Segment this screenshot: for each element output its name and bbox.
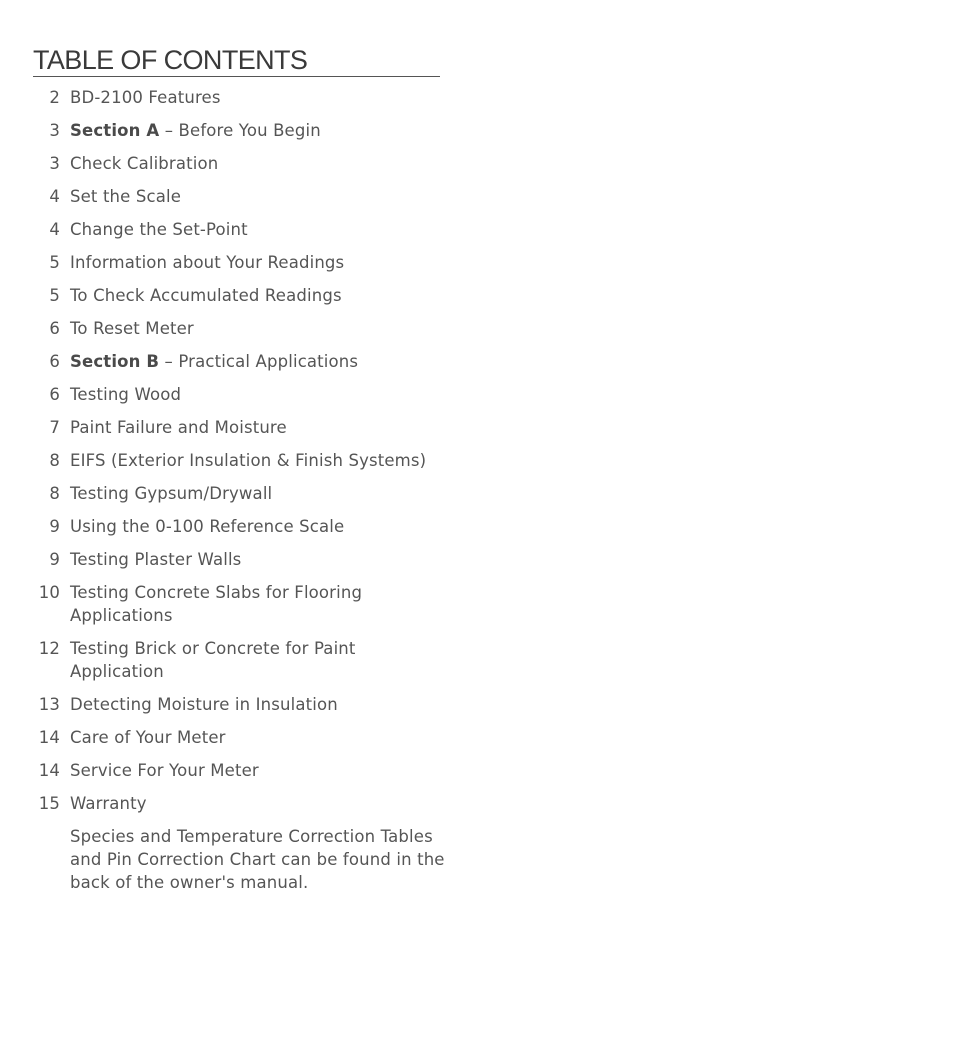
toc-page-number: 2 xyxy=(49,88,60,107)
toc-entry-text: Testing Concrete Slabs for Flooring Applications xyxy=(70,583,363,625)
toc-page-number: 8 xyxy=(49,451,60,470)
toc-entry-text: BD-2100 Features xyxy=(70,88,221,107)
toc-entry xyxy=(33,86,443,109)
toc-page-number: 5 xyxy=(49,253,60,272)
toc-entry-text: Change the Set-Point xyxy=(70,220,248,239)
toc-entry xyxy=(33,383,443,406)
toc-entry-text: Information about Your Readings xyxy=(70,253,345,272)
toc-title: TABLE OF CONTENTS xyxy=(33,44,440,77)
toc-entry-text: Testing Gypsum/Drywall xyxy=(70,484,273,503)
toc-entry xyxy=(33,350,443,373)
table-of-contents xyxy=(33,44,443,894)
toc-entry xyxy=(33,759,443,782)
toc-page-number: 8 xyxy=(49,484,60,503)
toc-entry-text: EIFS (Exterior Insulation & Finish Systems) xyxy=(70,451,427,470)
toc-entry-text xyxy=(70,350,443,373)
toc-entry-text: Check Calibration xyxy=(70,154,219,173)
section-description: – Before You Begin xyxy=(159,121,321,140)
toc-page-number: 6 xyxy=(49,385,60,404)
toc-entry xyxy=(33,548,443,571)
toc-page-number: 13 xyxy=(38,695,60,714)
toc-page-number: 10 xyxy=(38,583,60,602)
toc-entry-text: Testing Plaster Walls xyxy=(70,550,242,569)
toc-entry-text: Testing Brick or Concrete for Paint Application xyxy=(70,639,356,681)
toc-page-number: 14 xyxy=(38,761,60,780)
toc-page-number: 6 xyxy=(49,319,60,338)
toc-entry-text: Care of Your Meter xyxy=(70,728,226,747)
toc-entry xyxy=(33,792,443,815)
toc-page-number: 6 xyxy=(49,352,60,371)
toc-entry-text: Warranty xyxy=(70,794,147,813)
toc-entry xyxy=(33,726,443,749)
toc-page-number: 4 xyxy=(49,187,60,206)
section-label: Section A xyxy=(70,121,160,140)
toc-entry xyxy=(33,152,443,175)
toc-page-number: 12 xyxy=(38,639,60,658)
toc-page-number: 9 xyxy=(49,550,60,569)
toc-entry xyxy=(33,284,443,307)
section-label: Section B xyxy=(70,352,160,371)
toc-page-number: 4 xyxy=(49,220,60,239)
toc-page-number: 5 xyxy=(49,286,60,305)
toc-page-number: 15 xyxy=(38,794,60,813)
toc-page-number: 3 xyxy=(49,154,60,173)
toc-entry-text: Using the 0-100 Reference Scale xyxy=(70,517,345,536)
toc-page-number: 7 xyxy=(49,418,60,437)
toc-entry xyxy=(33,185,443,208)
section-description: – Practical Applications xyxy=(159,352,359,371)
toc-entry xyxy=(33,515,443,538)
toc-note: Species and Temperature Correction Tables and Pin Correction Chart can be found in the back of the owner's manual. xyxy=(70,827,445,892)
toc-entry-text: To Check Accumulated Readings xyxy=(70,286,342,305)
toc-entry xyxy=(33,218,443,241)
toc-entry-text: Testing Wood xyxy=(70,385,182,404)
toc-entry xyxy=(33,251,443,274)
toc-page-number: 3 xyxy=(49,121,60,140)
toc-entry xyxy=(33,693,443,716)
toc-entry xyxy=(33,416,443,439)
toc-entry xyxy=(33,119,443,142)
toc-entry-text: Set the Scale xyxy=(70,187,182,206)
toc-entry xyxy=(33,581,443,627)
toc-entry xyxy=(33,637,443,683)
toc-entry-text xyxy=(70,119,443,142)
toc-page-number: 9 xyxy=(49,517,60,536)
toc-entry-text: To Reset Meter xyxy=(70,319,194,338)
toc-entry-text: Paint Failure and Moisture xyxy=(70,418,287,437)
toc-list xyxy=(33,86,443,815)
toc-entry xyxy=(33,482,443,505)
toc-entry-text: Detecting Moisture in Insulation xyxy=(70,695,338,714)
toc-page-number: 14 xyxy=(38,728,60,747)
toc-entry xyxy=(33,317,443,340)
toc-entry-text: Service For Your Meter xyxy=(70,761,259,780)
toc-entry xyxy=(33,449,443,472)
